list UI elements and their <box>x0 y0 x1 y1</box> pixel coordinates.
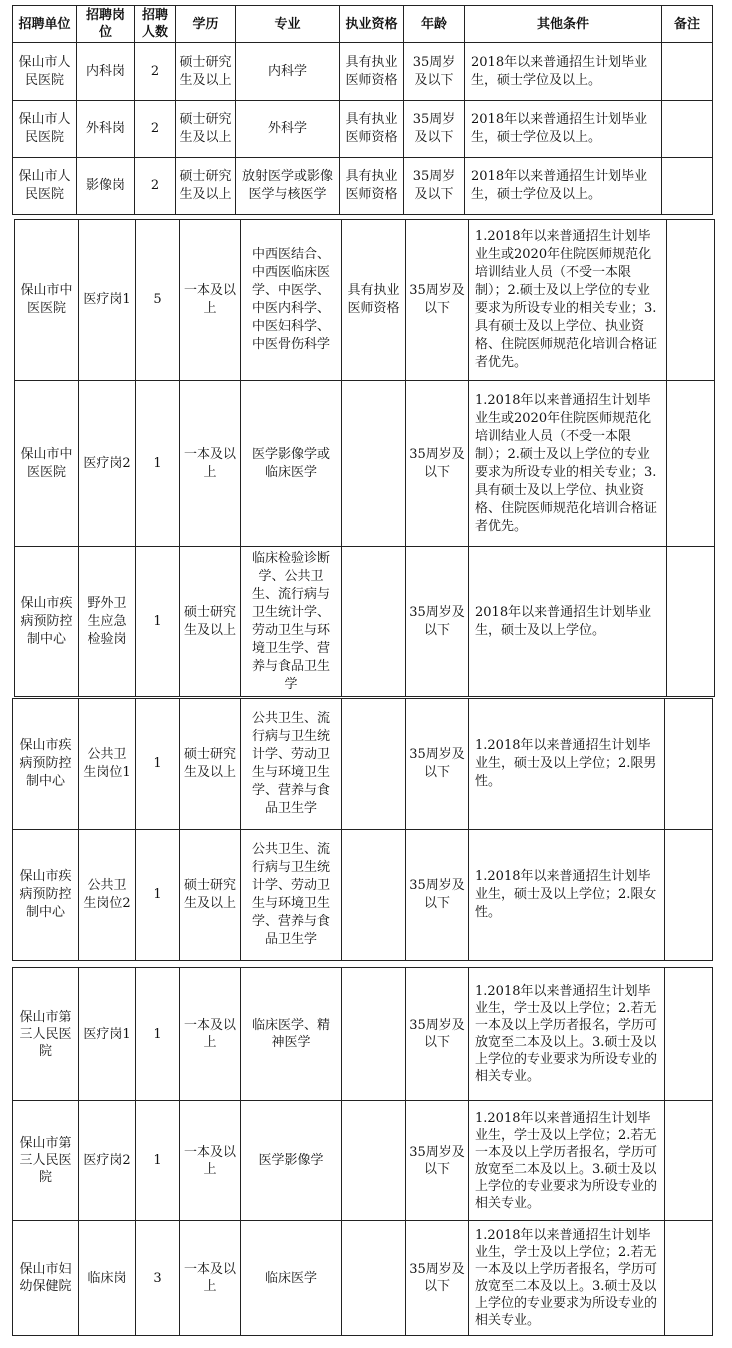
cell-edu: 硕士研究生及以上 <box>180 547 241 697</box>
cell-major: 临床医学 <box>241 1221 342 1336</box>
cell-edu: 一本及以上 <box>180 1101 241 1221</box>
cell-major: 内科学 <box>236 43 340 101</box>
cell-other: 2018年以来普通招生计划毕业生，硕士学位及以上。 <box>465 158 662 215</box>
cell-count: 2 <box>135 43 176 101</box>
cell-major: 放射医学或影像医学与核医学 <box>236 158 340 215</box>
cell-age: 35周岁及以下 <box>406 830 469 961</box>
table-segment-2 <box>14 219 714 696</box>
header-post: 招聘岗位 <box>77 6 135 43</box>
recruitment-table-1 <box>12 5 713 215</box>
recruitment-table-2 <box>14 219 715 697</box>
cell-post: 公共卫生岗位2 <box>79 830 136 961</box>
cell-post: 内科岗 <box>77 43 135 101</box>
table-row <box>13 1221 713 1336</box>
cell-post: 医疗岗1 <box>79 968 136 1101</box>
header-count: 招聘人数 <box>135 6 176 43</box>
cell-remark <box>665 699 713 830</box>
cell-age: 35周岁及以下 <box>406 968 469 1101</box>
header-major: 专业 <box>236 6 340 43</box>
cell-count: 1 <box>136 830 180 961</box>
cell-license <box>342 1221 406 1336</box>
cell-remark <box>665 1101 713 1221</box>
cell-edu: 硕士研究生及以上 <box>176 101 236 158</box>
cell-remark <box>665 830 713 961</box>
cell-remark <box>662 43 713 101</box>
cell-license <box>342 1101 406 1221</box>
cell-remark <box>667 220 715 381</box>
table-row <box>13 101 713 158</box>
cell-edu: 硕士研究生及以上 <box>180 699 241 830</box>
cell-unit: 保山市疾病预防控制中心 <box>15 547 79 697</box>
cell-major: 医学影像学或临床医学 <box>241 381 342 547</box>
recruitment-table-4 <box>12 967 713 1336</box>
cell-count: 1 <box>136 1101 180 1221</box>
cell-age: 35周岁及以下 <box>406 699 469 830</box>
cell-other: 1.2018年以来普通招生计划毕业生，学士及以上学位；2.若无一本及以上学历者报名，学历可放宽至二本及以上。3.硕士及以上学位的专业要求为所设专业的相关专业。 <box>469 1101 665 1221</box>
cell-post: 医疗岗2 <box>79 381 136 547</box>
header-age: 年龄 <box>404 6 465 43</box>
cell-unit: 保山市人民医院 <box>13 158 77 215</box>
table-row <box>15 381 715 547</box>
cell-age: 35周岁及以下 <box>406 220 469 381</box>
cell-remark <box>665 1221 713 1336</box>
table-row <box>13 699 713 830</box>
header-row <box>13 6 713 43</box>
cell-remark <box>667 547 715 697</box>
cell-count: 1 <box>136 381 180 547</box>
cell-major: 公共卫生、流行病与卫生统计学、劳动卫生与环境卫生学、营养与食品卫生学 <box>241 699 342 830</box>
cell-other: 2018年以来普通招生计划毕业生，硕士及以上学位。 <box>469 547 667 697</box>
cell-license: 具有执业医师资格 <box>342 220 406 381</box>
cell-age: 35周岁及以下 <box>406 1101 469 1221</box>
table-segment-4 <box>12 967 712 1335</box>
cell-other: 1.2018年以来普通招生计划毕业生，学士及以上学位；2.若无一本及以上学历者报名，学历可放宽至二本及以上。3.硕士及以上学位的专业要求为所设专业的相关专业。 <box>469 968 665 1101</box>
cell-major: 医学影像学 <box>241 1101 342 1221</box>
cell-post: 公共卫生岗位1 <box>79 699 136 830</box>
cell-unit: 保山市中医医院 <box>15 220 79 381</box>
cell-age: 35周岁及以下 <box>404 101 465 158</box>
cell-edu: 一本及以上 <box>180 968 241 1101</box>
cell-other: 1.2018年以来普通招生计划毕业生，硕士及以上学位；2.限男性。 <box>469 699 665 830</box>
cell-major: 中西医结合、中西医临床医学、中医学、中医内科学、中医妇科学、中医骨伤科学 <box>241 220 342 381</box>
recruitment-table-3 <box>12 698 713 961</box>
cell-other: 2018年以来普通招生计划毕业生，硕士学位及以上。 <box>465 43 662 101</box>
cell-edu: 一本及以上 <box>180 220 241 381</box>
cell-license <box>342 968 406 1101</box>
cell-license <box>342 699 406 830</box>
table-row <box>13 158 713 215</box>
cell-license: 具有执业医师资格 <box>340 101 404 158</box>
cell-count: 2 <box>135 101 176 158</box>
cell-unit: 保山市疾病预防控制中心 <box>13 699 79 830</box>
cell-post: 野外卫生应急检验岗 <box>79 547 136 697</box>
cell-unit: 保山市人民医院 <box>13 101 77 158</box>
table-segment-3 <box>12 698 712 960</box>
header-license: 执业资格 <box>340 6 404 43</box>
cell-unit: 保山市第三人民医院 <box>13 968 79 1101</box>
cell-license <box>342 547 406 697</box>
cell-post: 外科岗 <box>77 101 135 158</box>
cell-count: 1 <box>136 968 180 1101</box>
cell-post: 医疗岗2 <box>79 1101 136 1221</box>
cell-major: 公共卫生、流行病与卫生统计学、劳动卫生与环境卫生学、营养与食品卫生学 <box>241 830 342 961</box>
cell-remark <box>667 381 715 547</box>
table-row <box>13 830 713 961</box>
cell-license: 具有执业医师资格 <box>340 158 404 215</box>
cell-license <box>342 381 406 547</box>
cell-license: 具有执业医师资格 <box>340 43 404 101</box>
header-other: 其他条件 <box>465 6 662 43</box>
cell-count: 2 <box>135 158 176 215</box>
table-segment-1 <box>12 5 712 213</box>
cell-edu: 硕士研究生及以上 <box>176 43 236 101</box>
cell-major: 外科学 <box>236 101 340 158</box>
cell-count: 1 <box>136 699 180 830</box>
cell-major: 临床医学、精神医学 <box>241 968 342 1101</box>
header-unit: 招聘单位 <box>13 6 77 43</box>
cell-unit: 保山市疾病预防控制中心 <box>13 830 79 961</box>
cell-edu: 一本及以上 <box>180 381 241 547</box>
table-row <box>13 1101 713 1221</box>
cell-edu: 硕士研究生及以上 <box>180 830 241 961</box>
cell-remark <box>665 968 713 1101</box>
cell-post: 影像岗 <box>77 158 135 215</box>
table-row <box>15 220 715 381</box>
table-row <box>13 43 713 101</box>
cell-remark <box>662 101 713 158</box>
cell-post: 医疗岗1 <box>79 220 136 381</box>
cell-age: 35周岁及以下 <box>404 158 465 215</box>
cell-age: 35周岁及以下 <box>406 547 469 697</box>
cell-edu: 一本及以上 <box>180 1221 241 1336</box>
cell-other: 1.2018年以来普通招生计划毕业生，学士及以上学位；2.若无一本及以上学历者报名，学历可放宽至二本及以上。3.硕士及以上学位的专业要求为所设专业的相关专业。 <box>469 1221 665 1336</box>
header-remark: 备注 <box>662 6 713 43</box>
cell-age: 35周岁及以下 <box>406 1221 469 1336</box>
cell-unit: 保山市中医医院 <box>15 381 79 547</box>
cell-count: 5 <box>136 220 180 381</box>
cell-edu: 硕士研究生及以上 <box>176 158 236 215</box>
cell-other: 2018年以来普通招生计划毕业生，硕士学位及以上。 <box>465 101 662 158</box>
cell-remark <box>662 158 713 215</box>
cell-license <box>342 830 406 961</box>
cell-count: 3 <box>136 1221 180 1336</box>
cell-post: 临床岗 <box>79 1221 136 1336</box>
cell-age: 35周岁及以下 <box>404 43 465 101</box>
cell-other: 1.2018年以来普通招生计划毕业生或2020年住院医师规范化培训结业人员（不受一本限制）；2.硕士及以上学位的专业要求为所设专业的相关专业；3.具有硕士及以上学位、执业资格、住院医师规范化培训合格证者优先。 <box>469 220 667 381</box>
cell-unit: 保山市第三人民医院 <box>13 1101 79 1221</box>
cell-other: 1.2018年以来普通招生计划毕业生或2020年住院医师规范化培训结业人员（不受一本限制）；2.硕士及以上学位的专业要求为所设专业的相关专业；3.具有硕士及以上学位、执业资格、住院医师规范化培训合格证者优先。 <box>469 381 667 547</box>
header-edu: 学历 <box>176 6 236 43</box>
cell-unit: 保山市妇幼保健院 <box>13 1221 79 1336</box>
cell-unit: 保山市人民医院 <box>13 43 77 101</box>
table-row <box>15 547 715 697</box>
table-row <box>13 968 713 1101</box>
cell-major: 临床检验诊断学、公共卫生、流行病与卫生统计学、劳动卫生与环境卫生学、营养与食品卫生学 <box>241 547 342 697</box>
cell-other: 1.2018年以来普通招生计划毕业生，硕士及以上学位；2.限女性。 <box>469 830 665 961</box>
cell-count: 1 <box>136 547 180 697</box>
cell-age: 35周岁及以下 <box>406 381 469 547</box>
